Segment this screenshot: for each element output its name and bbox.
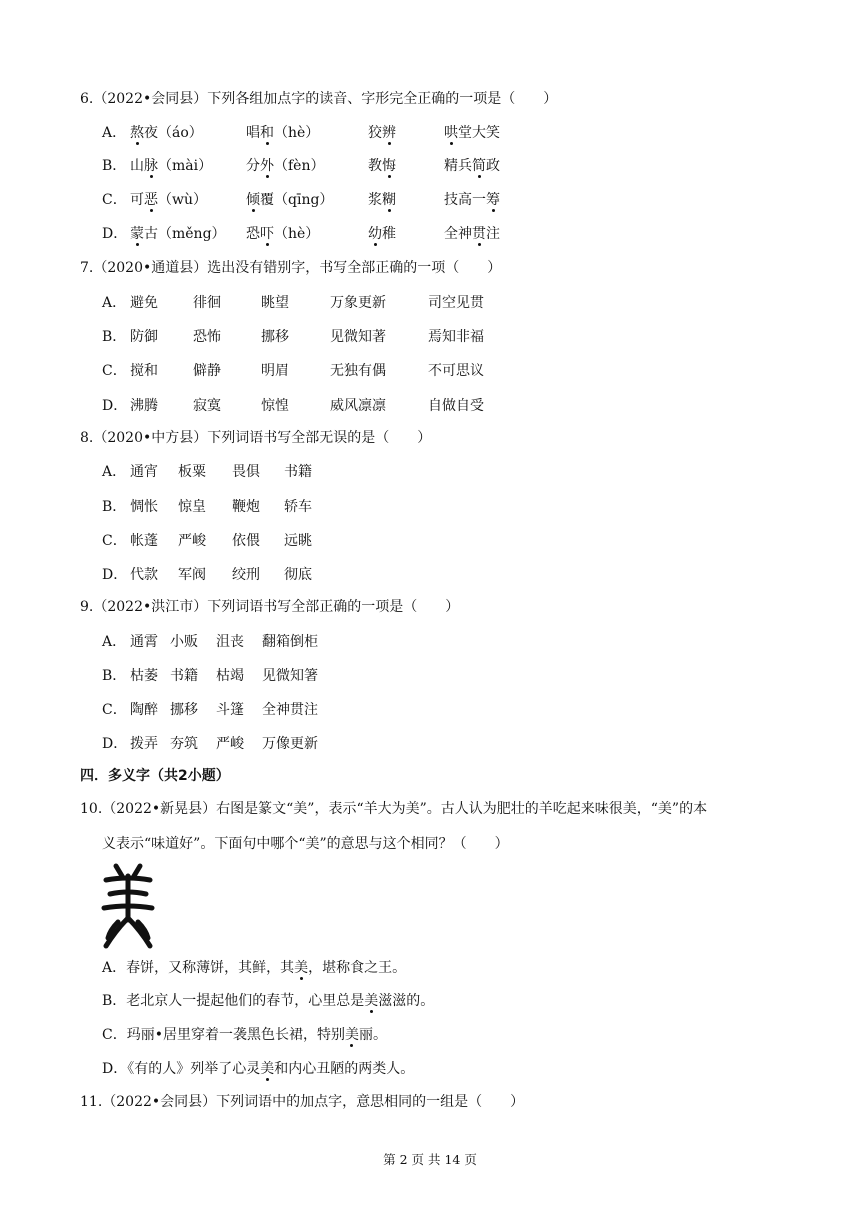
word-text: 全神 <box>444 226 472 242</box>
option-label: D． <box>102 398 128 414</box>
word-text: （hè） <box>274 125 320 141</box>
option-word <box>368 223 396 243</box>
option-label: C． <box>102 192 127 208</box>
option-word <box>130 122 203 142</box>
option-word: 通宵 <box>130 464 158 480</box>
emphasized-char: 贯 <box>472 223 486 243</box>
emphasized-char: 辨 <box>382 122 396 142</box>
option-word: 书籍 <box>170 668 198 684</box>
emphasized-char: 幼 <box>368 223 382 243</box>
word-text: （wù） <box>158 192 207 208</box>
option-word <box>368 189 396 209</box>
option-word: 板粟 <box>178 464 206 480</box>
emphasized-char: 哄 <box>444 122 458 142</box>
option-word <box>246 155 324 175</box>
option-word: 代款 <box>130 567 158 583</box>
option-word: 依偎 <box>232 533 260 549</box>
option-word: 畏俱 <box>232 464 260 480</box>
option-text: A．春饼，又称薄饼，其鲜，其 <box>102 960 295 976</box>
option-word <box>444 189 500 209</box>
q7-stem: 7.（2020•通道县）选出没有错别字，书写全部正确的一项（ ） <box>80 260 502 276</box>
word-text: 技高一 <box>444 192 486 208</box>
option-word: 万象更新 <box>330 295 386 311</box>
option-word <box>130 189 207 209</box>
word-text: 夜（áo） <box>144 125 203 141</box>
word-text: 古（měng） <box>144 226 226 242</box>
option-word <box>130 155 212 175</box>
option-word: 陶醉 <box>130 702 158 718</box>
option-word: 鞭炮 <box>232 499 260 515</box>
option-word: 远眺 <box>284 533 312 549</box>
option-text: B．老北京人一提起他们的春节，心里总是 <box>102 993 365 1009</box>
option-word <box>246 223 319 243</box>
emphasized-char: 筹 <box>486 189 500 209</box>
option-word: 绞刑 <box>232 567 260 583</box>
emphasized-char: 糊 <box>382 189 396 209</box>
option-text: C．玛丽•居里穿着一袭黑色长裙，特别 <box>102 1027 345 1043</box>
option-word: 小贩 <box>170 634 198 650</box>
emphasized-char: 简 <box>472 155 486 175</box>
option-label: C． <box>102 363 127 379</box>
word-text: 教 <box>368 158 382 174</box>
option-word: 夯筑 <box>170 736 198 752</box>
option-word: 全神贯注 <box>262 702 318 718</box>
option-text: 丽。 <box>358 1027 387 1043</box>
option-word: 帐蓬 <box>130 533 158 549</box>
q10-option <box>102 990 434 1010</box>
option-word: 拨弄 <box>130 736 158 752</box>
option-word: 寂寞 <box>193 398 221 414</box>
option-word: 不可思议 <box>428 363 484 379</box>
word-text: 堂大笑 <box>458 125 500 141</box>
option-word: 万像更新 <box>262 736 318 752</box>
emphasized-char: 美 <box>364 990 378 1010</box>
word-text: （mài） <box>158 158 213 174</box>
option-word: 彻底 <box>284 567 312 583</box>
word-text: 精兵 <box>444 158 472 174</box>
option-word: 徘徊 <box>193 295 221 311</box>
emphasized-char: 脉 <box>144 155 158 175</box>
option-word: 轿车 <box>284 499 312 515</box>
option-word: 枯萎 <box>130 668 158 684</box>
option-word <box>368 155 396 175</box>
option-word: 僻静 <box>193 363 221 379</box>
option-word: 恐怖 <box>193 329 221 345</box>
emphasized-char: 蒙 <box>130 223 144 243</box>
option-word: 严峻 <box>178 533 206 549</box>
option-text: 和内心丑陋的两类人。 <box>274 1061 415 1077</box>
emphasized-char: 吓 <box>260 223 274 243</box>
emphasized-char: 和 <box>260 122 274 142</box>
option-label: D． <box>102 567 128 583</box>
q11-stem <box>80 1092 524 1112</box>
word-text: （fèn） <box>274 158 325 174</box>
option-word: 自做自受 <box>428 398 484 414</box>
option-label: B． <box>102 668 127 684</box>
option-label: D． <box>102 736 128 752</box>
option-label: A． <box>102 464 127 480</box>
option-label: B． <box>102 329 127 345</box>
option-word: 翻箱倒柜 <box>262 634 318 650</box>
emphasized-char: 熬 <box>130 122 144 142</box>
q10-stem-line2: 义表示“味道好”。下面句中哪个“美”的意思与这个相同？（ ） <box>102 836 509 852</box>
option-word: 明眉 <box>261 363 289 379</box>
word-text: 山 <box>130 158 144 174</box>
word-text: 可 <box>130 192 144 208</box>
option-word: 搅和 <box>130 363 158 379</box>
option-word: 防御 <box>130 329 158 345</box>
emphasized-char: 美 <box>260 1058 274 1078</box>
option-word: 避免 <box>130 295 158 311</box>
emphasized-char: 悔 <box>382 155 396 175</box>
option-word: 司空见贯 <box>428 295 484 311</box>
option-word: 挪移 <box>170 702 198 718</box>
option-word <box>368 122 396 142</box>
option-word: 严峻 <box>216 736 244 752</box>
option-word <box>444 155 500 175</box>
emphasized-char: 美 <box>294 957 308 977</box>
option-label: D． <box>102 226 128 242</box>
word-text: 浆 <box>368 192 382 208</box>
option-word <box>246 189 333 209</box>
option-label: A． <box>102 295 127 311</box>
word-text: 覆（qīng） <box>260 192 334 208</box>
q9-stem: 9.（2022•洪江市）下列词语书写全部正确的一项是（ ） <box>80 599 460 615</box>
emphasized-char: 倾 <box>246 189 260 209</box>
option-word: 枯竭 <box>216 668 244 684</box>
word-text: 注 <box>486 226 500 242</box>
q11-stem-text: 11.（2022•会同县）下列词语中的加点字，意思相同的一组是（ ） <box>80 1094 525 1110</box>
emphasized-char: 恶 <box>144 189 158 209</box>
emphasized-char: 美 <box>345 1024 359 1044</box>
option-word: 无独有偶 <box>330 363 386 379</box>
option-word: 焉知非福 <box>428 329 484 345</box>
q10-stem-line1: 10.（2022•新晃县）右图是篆文“美”，表示“羊大为美”。古人认为肥壮的羊吃起来味很美，“美”的本 <box>80 801 708 817</box>
q10-option <box>102 957 406 977</box>
word-text: 恐 <box>246 226 260 242</box>
option-word: 沮丧 <box>216 634 244 650</box>
option-text: D．《有的人》列举了心灵 <box>102 1061 261 1077</box>
option-word: 挪移 <box>261 329 289 345</box>
seal-script-mei-image <box>98 860 158 950</box>
page-footer: 第 2 页 共 14 页 <box>383 1152 477 1167</box>
option-word: 书籍 <box>284 464 312 480</box>
option-word: 沸腾 <box>130 398 158 414</box>
option-word <box>444 122 500 142</box>
section-heading: 四．多义字（共2小题） <box>80 768 230 784</box>
option-word: 见微知箸 <box>262 668 318 684</box>
option-word: 军阀 <box>178 567 206 583</box>
word-text: 唱 <box>246 125 260 141</box>
option-label: C． <box>102 702 127 718</box>
option-word <box>246 122 319 142</box>
q6-stem: 6.（2022•会同县）下列各组加点字的读音、字形完全正确的一项是（ ） <box>80 91 558 107</box>
option-word: 惊皇 <box>178 499 206 515</box>
option-word: 见微知著 <box>330 329 386 345</box>
option-word: 惊惶 <box>261 398 289 414</box>
option-label: A． <box>102 125 127 141</box>
option-word: 眺望 <box>261 295 289 311</box>
option-word <box>444 223 500 243</box>
option-label: A． <box>102 634 127 650</box>
word-text: 政 <box>486 158 500 174</box>
word-text: 狡 <box>368 125 382 141</box>
option-label: C． <box>102 533 127 549</box>
word-text: 分 <box>246 158 260 174</box>
word-text: （hè） <box>274 226 320 242</box>
option-word: 惆怅 <box>130 499 158 515</box>
option-text: ，堪称食之王。 <box>308 960 407 976</box>
option-word: 威风凛凛 <box>330 398 386 414</box>
option-label: B． <box>102 499 127 515</box>
q10-option <box>102 1024 387 1044</box>
q10-option <box>102 1058 414 1078</box>
word-text: 稚 <box>382 226 396 242</box>
option-label: B． <box>102 158 127 174</box>
option-text: 滋滋的。 <box>378 993 435 1009</box>
option-word: 通霄 <box>130 634 158 650</box>
emphasized-char: 外 <box>260 155 274 175</box>
option-word <box>130 223 226 243</box>
option-word: 斗篷 <box>216 702 244 718</box>
q8-stem: 8.（2020•中方县）下列词语书写全部无误的是（ ） <box>80 430 432 446</box>
